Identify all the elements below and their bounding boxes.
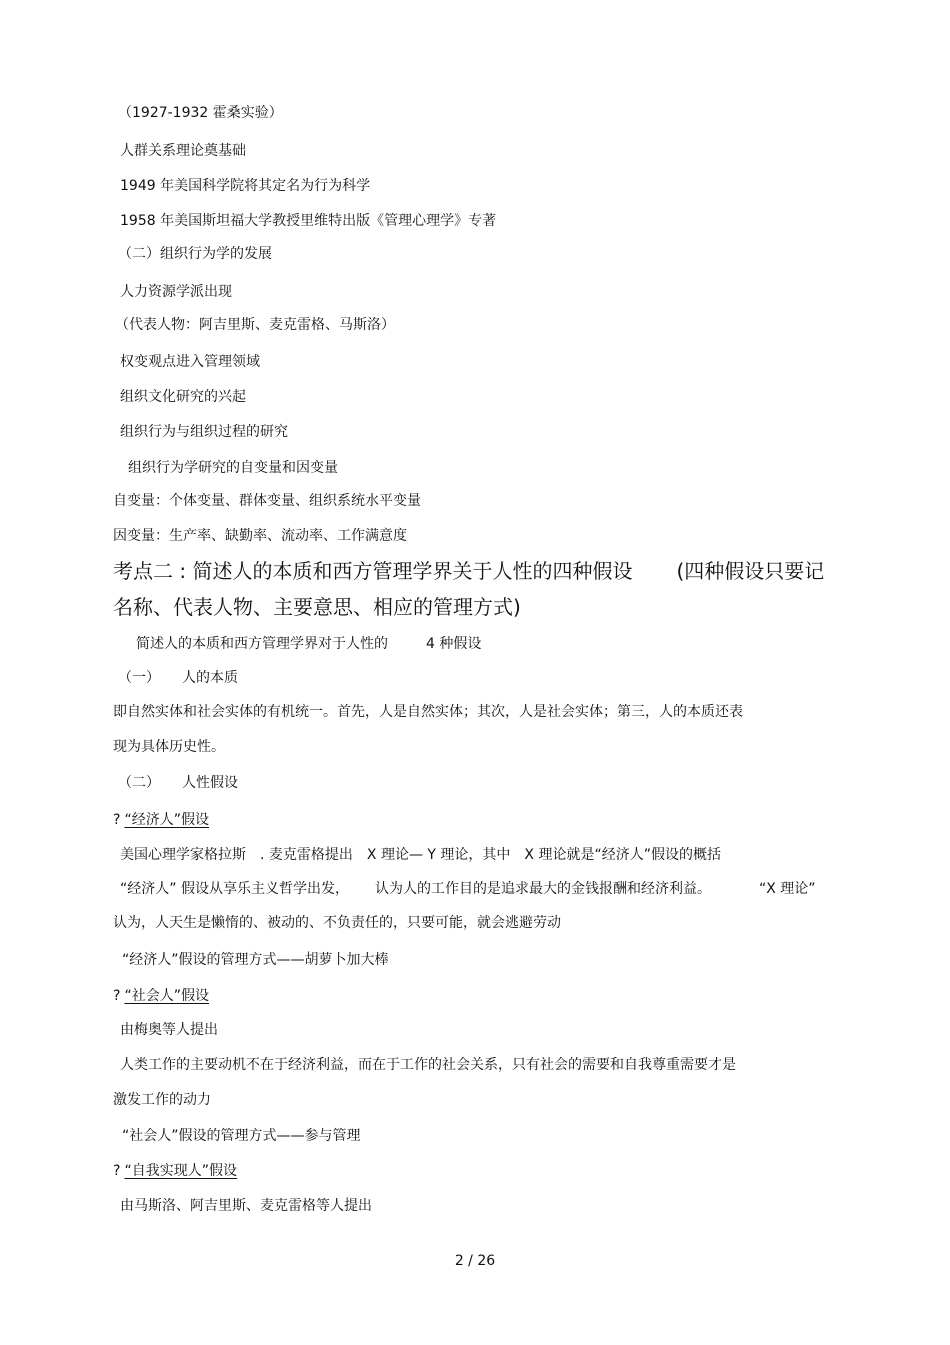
text-line: 激发工作的动力 bbox=[113, 1092, 211, 1108]
text-fragment: . 麦克雷格提出 bbox=[260, 847, 353, 863]
subsection-number: （一） bbox=[118, 670, 160, 686]
text-fragment: “X 理论” bbox=[758, 881, 816, 897]
bullet-marker: ? bbox=[113, 988, 121, 1004]
text-line bbox=[120, 880, 816, 898]
subsection-essence bbox=[118, 669, 238, 687]
text-line: 1949 年美国科学院将其定名为行为科学 bbox=[120, 178, 371, 194]
text-line: 由梅奥等人提出 bbox=[120, 1022, 218, 1038]
section-subheading: （二）组织行为学的发展 bbox=[118, 246, 272, 262]
text-fragment: X 理论— Y 理论，其中 bbox=[366, 847, 511, 863]
text-line: 即自然实体和社会实体的有机统一。首先，人是自然实体；其次，人是社会实体；第三，人的本质还表 bbox=[113, 704, 743, 720]
exam-point-heading-cont: 名称、代表人物、主要意思、相应的管理方式) bbox=[113, 595, 521, 619]
text-line: “社会人”假设的管理方式——参与管理 bbox=[122, 1128, 361, 1144]
hypothesis-self-actualizing-title bbox=[113, 1162, 251, 1180]
hypothesis-title: “社会人”假设 bbox=[124, 988, 209, 1004]
text-line: 组织文化研究的兴起 bbox=[120, 389, 246, 405]
heading-main: 考点二 : 简述人的本质和西方管理学界关于人性的四种假设 bbox=[113, 559, 633, 583]
text-fragment: 美国心理学家格拉斯 bbox=[120, 847, 246, 863]
text-line: 组织行为学研究的自变量和因变量 bbox=[128, 460, 338, 476]
page-number: 2 / 26 bbox=[454, 1253, 496, 1269]
text-line: （代表人物：阿吉里斯、麦克雷格、马斯洛） bbox=[115, 317, 395, 333]
text-line: （1927-1932 霍桑实验） bbox=[118, 105, 283, 121]
exam-point-heading bbox=[113, 559, 824, 583]
subsection-title: 人性假设 bbox=[182, 775, 238, 791]
section-intro bbox=[136, 635, 481, 653]
text-line: 人力资源学派出现 bbox=[120, 284, 232, 300]
text-line: 组织行为与组织过程的研究 bbox=[120, 424, 288, 440]
bullet-marker: ? bbox=[113, 812, 121, 828]
text-line: 人群关系理论奠基础 bbox=[120, 143, 246, 159]
text-fragment: 认为人的工作目的是追求最大的金钱报酬和经济利益。 bbox=[374, 881, 711, 897]
hypothesis-economic-title bbox=[113, 811, 225, 829]
intro-text: 简述人的本质和西方管理学界对于人性的 bbox=[136, 636, 388, 652]
hypothesis-social-title bbox=[113, 987, 225, 1005]
text-line: 1958 年美国斯坦福大学教授里维特出版《管理心理学》专著 bbox=[120, 213, 497, 229]
text-line: 权变观点进入管理领域 bbox=[120, 354, 260, 370]
bullet-marker: ? bbox=[113, 1163, 121, 1179]
text-fragment: X 理论就是“经济人”假设的概括 bbox=[524, 847, 721, 863]
text-line: 由马斯洛、阿吉里斯、麦克雷格等人提出 bbox=[120, 1198, 372, 1214]
heading-note: (四种假设只要记 bbox=[676, 559, 825, 583]
text-fragment: “经济人” 假设从享乐主义哲学出发， bbox=[120, 881, 349, 897]
text-line: 自变量：个体变量、群体变量、组织系统水平变量 bbox=[113, 493, 421, 509]
subsection-title: 人的本质 bbox=[182, 670, 238, 686]
hypothesis-title: “经济人”假设 bbox=[124, 812, 209, 828]
text-line: 人类工作的主要动机不在于经济利益，而在于工作的社会关系，只有社会的需要和自我尊重需要才是 bbox=[120, 1057, 736, 1073]
subsection-number: （二） bbox=[118, 775, 160, 791]
hypothesis-title: “自我实现人”假设 bbox=[124, 1163, 237, 1179]
subsection-hypotheses bbox=[118, 774, 238, 792]
text-line: 认为，人天生是懒惰的、被动的、不负责任的，只要可能，就会逃避劳动 bbox=[113, 915, 561, 931]
text-line: 因变量：生产率、缺勤率、流动率、工作满意度 bbox=[113, 528, 407, 544]
text-line: “经济人”假设的管理方式——胡萝卜加大棒 bbox=[122, 952, 389, 968]
text-line: 现为具体历史性。 bbox=[113, 739, 225, 755]
intro-count: 4 种假设 bbox=[426, 636, 482, 652]
text-line bbox=[120, 846, 721, 864]
